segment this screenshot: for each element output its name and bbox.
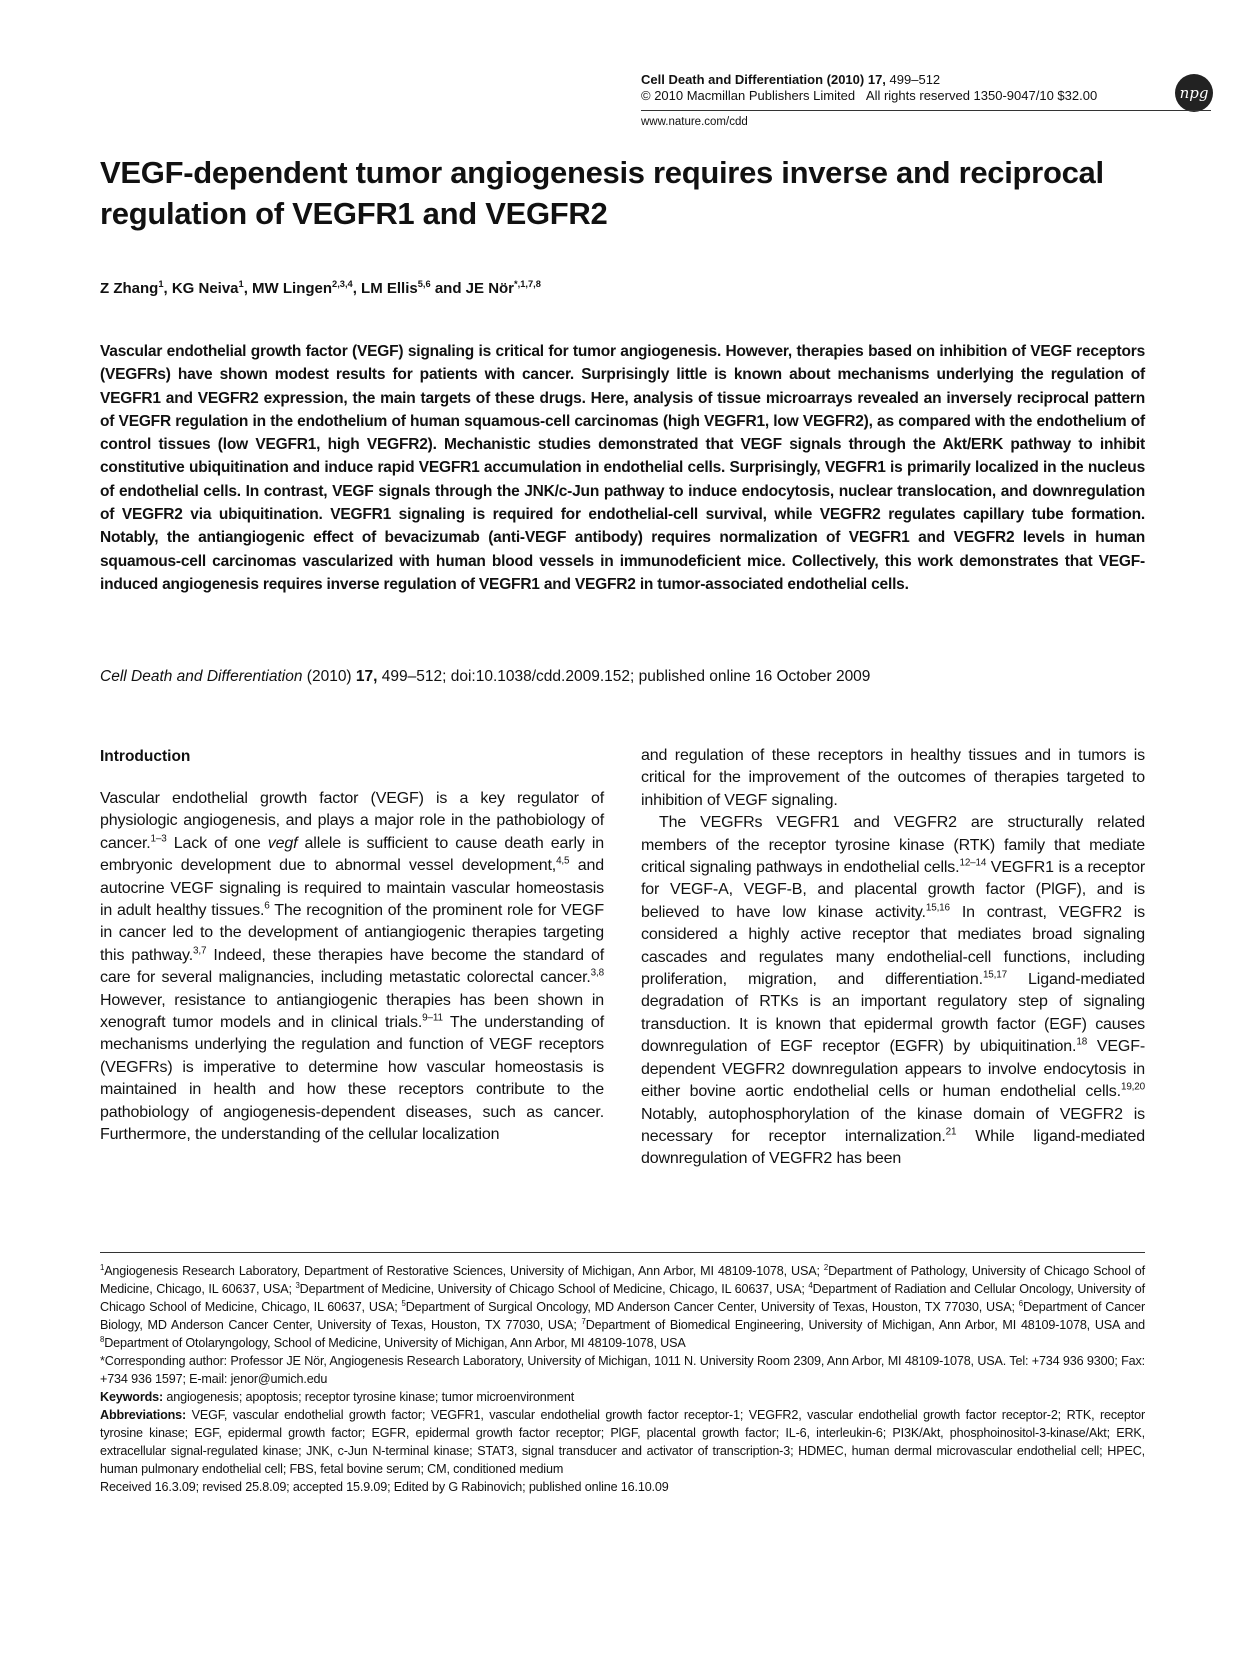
intro-paragraph: Vascular endothelial growth factor (VEGF) is a key regulator of physiologic angiogenesis, and plays a major role in the pathobiology of cancer.$^{1-3}$ Lack of one vegf allele is sufficient to cause death early in embryonic development due to abnormal vessel development,$^{4,5}$ and autocrine VEGF signaling is required to maintain vascular homeostasis in adult healthy tissues.$^6$ The recognition of the prominent role for VEGF in cancer led to the development of antiangiogenic therapies targeting this pathway.$^{3,7}$ Indeed, these therapies have become the standard of care for several malignancies, including metastatic colorectal cancer.$^{3,8}$ However, resistance to antiangiogenic therapies has been shown in xenograft tumor models and in clinical trials.$^{9-11}$ The understanding of mechanisms underlying the regulation and function of VEGF receptors (VEGFRs) is imperative to determine how vascular homeostasis is maintained in health and how these receptors contribute to the pathobiology of angiogenesis-dependent diseases, such as cancer. Furthermore, the understanding of the cellular localization — [100, 790, 605, 1144]
npg-logo: npg — [1175, 74, 1213, 112]
reference-citation[interactable]: 3,8 — [590, 967, 604, 979]
copyright-line — [641, 88, 1209, 104]
reference-citation[interactable]: 3,7 — [193, 945, 207, 957]
author-list — [100, 280, 541, 297]
header-divider — [641, 110, 1211, 111]
journal-citation-line — [641, 72, 1209, 88]
body-column-right — [641, 745, 1145, 1171]
received-dates: Received 16.3.09; revised 25.8.09; accepted 15.9.09; Edited by G Rabinovich; published online 16.10.09 — [100, 1480, 669, 1494]
keywords: Keywords: angiogenesis; apoptosis; receptor tyrosine kinase; tumor microenvironment — [100, 1390, 575, 1404]
corresponding-author: *Corresponding author: Professor JE Nör, Angiogenesis Research Laboratory, University of Michigan, 1011 N. University Room 2309, Ann Arbor, MI 48109-1078, USA. Tel: +734 936 9300; Fax: +734 936 1597; E-mail: jenor@umich.edu — [100, 1354, 1145, 1386]
intro-paragraph: and regulation of these receptors in healthy tissues and in tumors is critical for the improvement of the outcomes of therapies targeted to inhibition of VEGF signaling. — [641, 747, 1145, 809]
reference-citation[interactable]: 6 — [264, 900, 270, 912]
intro-paragraph: The VEGFRs VEGFR1 and VEGFR2 are structurally related members of the receptor tyrosine kinase (RTK) family that mediate critical signaling pathways in endothelial cells.$^{12-14}$ VEGFR1 is a receptor for VEGF-A, VEGF-B, and placental growth factor (PlGF), and is believed to have low kinase activity.$^{15,16}$ In contrast, VEGFR2 is considered a highly active receptor that mediates broad signaling cascades and regulates many endothelial-cell functions, including proliferation, migration, and differentiation.$^{15,17}$ Ligand-mediated degradation of RTKs is an important regulatory step of signaling transduction. It is known that epidermal growth factor (EGF) causes downregulation of EGF receptor (EGFR) by ubiquitination.$^{18}$ VEGF-dependent VEGFR2 downregulation appears to involve endocytosis in either bovine aortic endothelial cells or human endothelial cells.$^{19,20}$ Notably, autophosphorylation of the kinase domain of VEGFR2 is necessary for receptor internalization.$^{21}$ While ligand-mediated downregulation of VEGFR2 has been — [641, 814, 1146, 1168]
author: , LM Ellis — [352, 280, 418, 297]
body-column-left — [100, 788, 604, 1147]
author-affiliation: 2,3,4 — [332, 279, 353, 289]
reference-citation[interactable]: 4,5 — [556, 855, 570, 867]
journal-name: Cell Death and Differentiation (2010) — [641, 72, 865, 87]
author: , KG Neiva — [163, 280, 239, 297]
reference-citation[interactable]: 1–3 — [150, 833, 167, 845]
journal-volume: 17, — [867, 72, 886, 87]
reference-citation[interactable]: 21 — [945, 1126, 957, 1138]
footnotes — [100, 1262, 1145, 1496]
citation-year: (2010) — [302, 668, 356, 685]
article-title: VEGF-dependent tumor angiogenesis requires inverse and reciprocal regulation of VEGFR1 and VEGFR2 — [100, 155, 1104, 231]
reference-citation[interactable]: 12–14 — [959, 857, 987, 869]
citation-volume: 17, — [355, 668, 378, 685]
author-affiliation: *,1,7,8 — [514, 279, 541, 289]
author-affiliation: 1 — [238, 279, 244, 289]
citation-journal: Cell Death and Differentiation — [100, 668, 303, 685]
journal-url-link[interactable]: www.nature.com/cdd — [641, 116, 748, 128]
author: Z Zhang — [100, 280, 159, 297]
reference-citation[interactable]: 18 — [1076, 1036, 1088, 1048]
reference-citation[interactable]: 9–11 — [422, 1012, 443, 1024]
section-heading-introduction: Introduction — [100, 748, 191, 765]
abstract: Vascular endothelial growth factor (VEGF) signaling is critical for tumor angiogenesis. However, therapies based on inhibition of VEGF receptors (VEGFRs) have shown modest results for patients with cancer. Surprisingly little is known about mechanisms underlying the regulation of VEGFR1 and VEGFR2 expression, the main targets of these drugs. Here, analysis of tissue microarrays revealed an inversely reciprocal pattern of VEGFR regulation in the endothelium of human squamous-cell carcinomas (high VEGFR1, low VEGFR2), as compared with the endothelium of control tissues (low VEGFR1, high VEGFR2). Mechanistic studies demonstrated that VEGF signals through the Akt/ERK pathway to inhibit constitutive ubiquitination and induce rapid VEGFR1 accumulation in endothelial cells. Surprisingly, VEGFR1 is primarily localized in the nucleus of endothelial cells. In contrast, VEGF signals through the JNK/c-Jun pathway to induce endocytosis, nuclear translocation, and downregulation of VEGFR2 via ubiquitination. VEGFR1 signaling is required for endothelial-cell survival, while VEGFR2 regulates capillary tube formation. Notably, the antiangiogenic effect of bevacizumab (anti-VEGF antibody) requires normalization of VEGFR1 and VEGFR2 levels in human squamous-cell carcinomas vascularized with human blood vessels in immunodeficient mice. Collectively, this work demonstrates that VEGF-induced angiogenesis requires inverse regulation of VEGFR1 and VEGFR2 in tumor-associated endothelial cells. — [100, 343, 1145, 593]
copyright: © 2010 Macmillan Publishers Limited — [641, 88, 856, 103]
journal-pages: 499–512 — [889, 72, 941, 87]
author-affiliation: 1 — [158, 279, 164, 289]
citation-line — [100, 668, 870, 686]
abbreviations: Abbreviations: VEGF, vascular endothelial growth factor; VEGFR1, vascular endothelial growth factor receptor-1; VEGFR2, vascular endothelial growth factor receptor-2; RTK, receptor tyrosine kinase; EGF, epidermal growth factor; EGFR, epidermal growth factor receptor; PlGF, placental growth factor; IL-6, interleukin-6; PI3K/Akt, phosphoinositol-3-kinase/Akt; ERK, extracellular signal-regulated kinase; JNK, c-Jun N-terminal kinase; STAT3, signal transducer and activator of transcription-3; HDMEC, human dermal microvascular endothelial cell; HPEC, human pulmonary endothelial cell; FBS, fetal bovine serum; CM, conditioned medium — [100, 1408, 1145, 1476]
author-affiliation: 5,6 — [417, 279, 431, 289]
author: , MW Lingen — [243, 280, 333, 297]
reference-citation[interactable]: 15,17 — [982, 969, 1007, 981]
citation-details: 499–512; doi:10.1038/cdd.2009.152; published online 16 October 2009 — [377, 668, 871, 685]
footnote-divider — [100, 1252, 1145, 1253]
journal-header — [641, 72, 1209, 104]
reference-citation[interactable]: 15,16 — [925, 902, 950, 914]
author: and JE Nör — [430, 280, 515, 297]
affiliations: $^1$Angiogenesis Research Laboratory, Department of Restorative Sciences, University of Michigan, Ann Arbor, MI 48109-1078, USA; $^2$Department of Pathology, University of Chicago School of Medicine, Chicago, IL 60637, USA; $^3$Department of Medicine, University of Chicago School of Medicine, Chicago, IL 60637, USA; $^4$Department of Radiation and Cellular Oncology, University of Chicago School of Medicine, Chicago, IL 60637, USA; $^5$Department of Surgical Oncology, MD Anderson Cancer Center, University of Texas, Houston, TX 77030, USA; $^6$Department of Cancer Biology, MD Anderson Cancer Center, University of Texas, Houston, TX 77030, USA; $^7$Department of Biomedical Engineering, University of Michigan, Ann Arbor, MI 48109-1078, USA and $^8$Department of Otolaryngology, School of Medicine, University of Michigan, Ann Arbor, MI 48109-1078, USA — [100, 1262, 1146, 1350]
reference-citation[interactable]: 19,20 — [1120, 1081, 1145, 1093]
rights: All rights reserved 1350-9047/10 $32.00 — [865, 88, 1098, 103]
